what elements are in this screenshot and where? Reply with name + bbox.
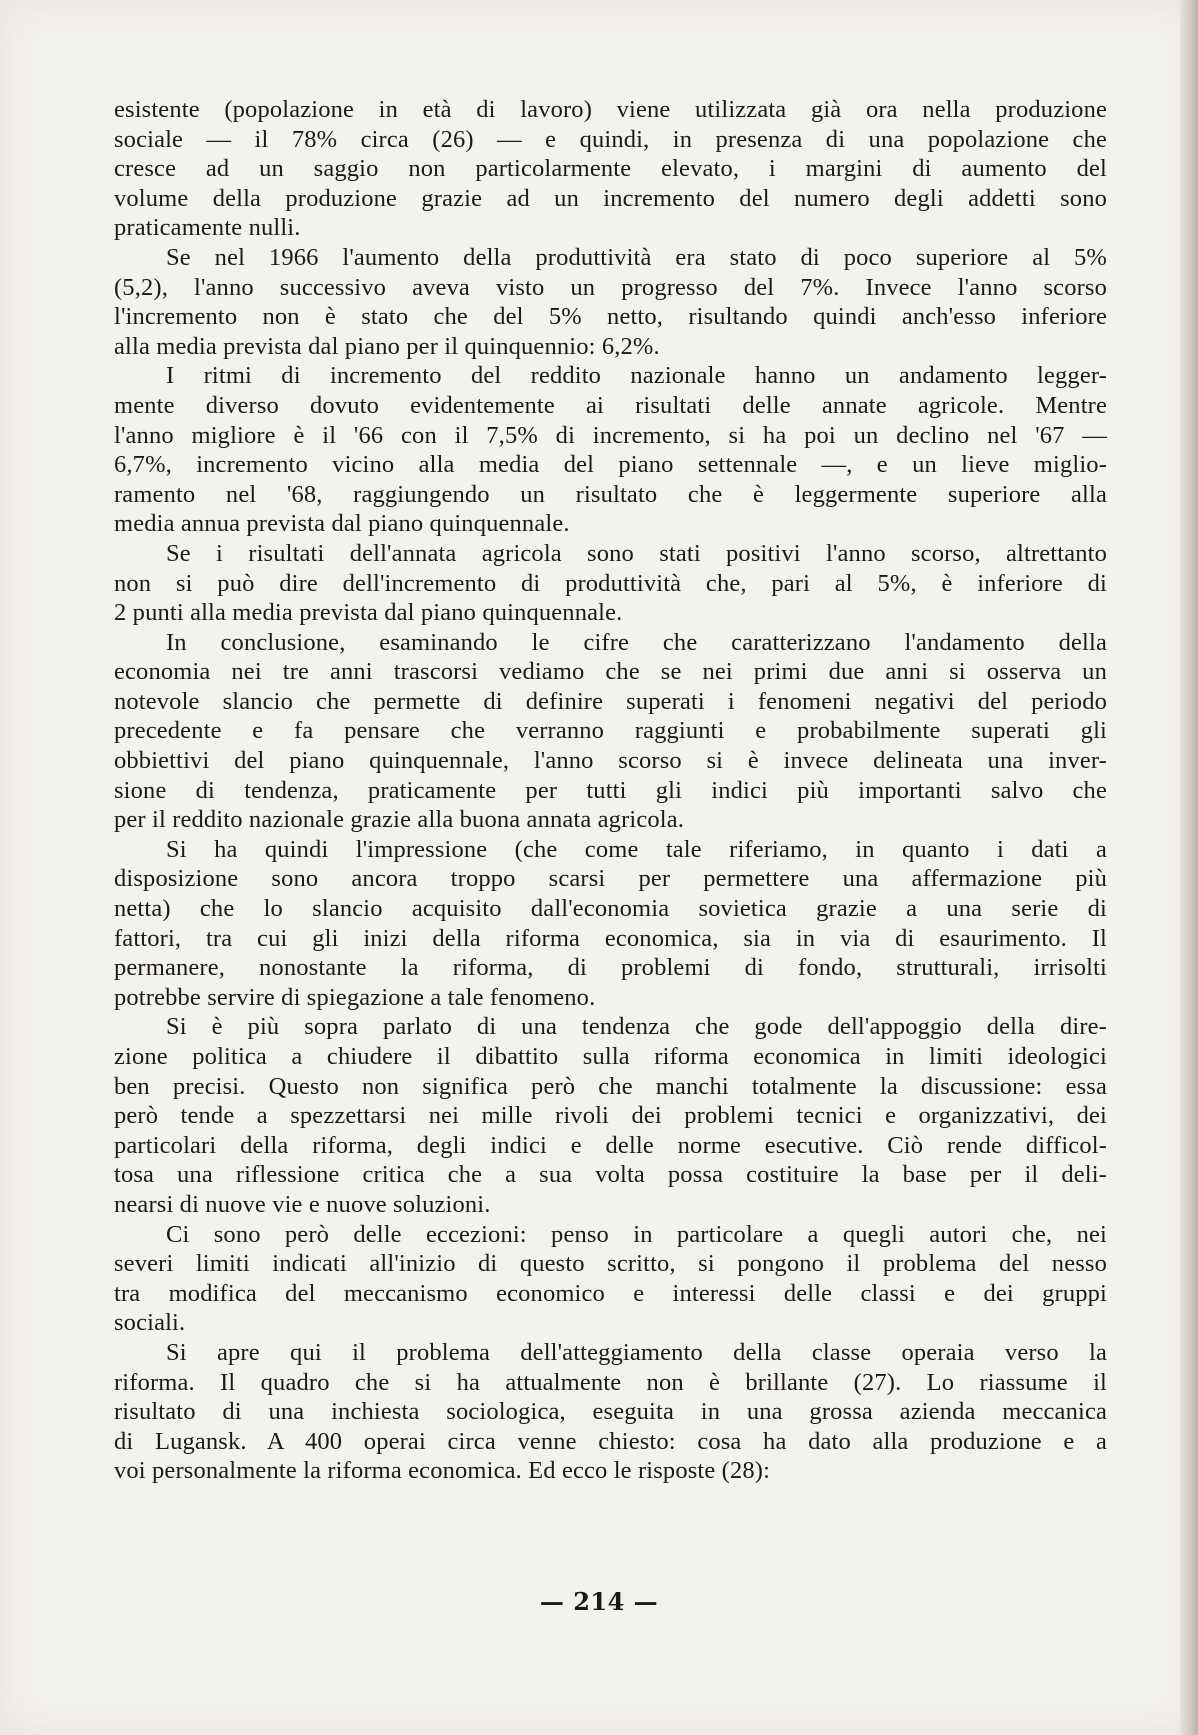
body-text xyxy=(114,95,1107,1486)
text-line: Se nel 1966 l'aumento della produttività era stato di poco superiore al 5% xyxy=(166,243,1107,271)
page-number: — 214 — xyxy=(539,1587,659,1616)
text-line: (5,2), l'anno successivo aveva visto un progresso del 7%. Invece l'anno scorso xyxy=(114,273,1107,301)
text-line: disposizione sono ancora troppo scarsi per permettere una affermazione più xyxy=(114,865,1107,893)
text-line: sione di tendenza, praticamente per tutti gli indici più importanti salvo che xyxy=(114,776,1107,804)
text-line: praticamente nulli. xyxy=(114,214,301,242)
paragraph-6 xyxy=(114,835,1107,1013)
text-line: volume della produzione grazie ad un incremento del numero degli addetti sono xyxy=(114,184,1107,212)
text-line: l'incremento non è stato che del 5% netto, risultando quindi anch'esso inferiore xyxy=(114,303,1107,331)
text-line: ramento nel '68, raggiungendo un risultato che è leggermente superiore alla xyxy=(114,480,1107,508)
text-line: particolari della riforma, degli indici e delle norme esecutive. Ciò rende difficol- xyxy=(114,1131,1107,1159)
text-line: esistente (popolazione in età di lavoro) viene utilizzata già ora nella produzione xyxy=(114,96,1107,123)
text-line: obbiettivi del piano quinquennale, l'anno scorso si è invece delineata una inver- xyxy=(114,747,1107,775)
paragraph-1 xyxy=(114,95,1107,243)
text-line: ben precisi. Questo non significa però che manchi totalmente la discussione: essa xyxy=(114,1072,1107,1100)
paragraph-9 xyxy=(114,1338,1107,1486)
text-line: però tende a spezzettarsi nei mille rivoli dei problemi tecnici e organizzativi, dei xyxy=(114,1102,1107,1130)
text-line: l'anno migliore è il '66 con il 7,5% di incremento, si ha poi un declino nel '67 — xyxy=(114,421,1107,449)
paragraph-8 xyxy=(114,1220,1107,1338)
text-line: potrebbe servire di spiegazione a tale fenomeno. xyxy=(114,983,596,1011)
text-line: voi personalmente la riforma economica. Ed ecco le risposte (28): xyxy=(114,1457,771,1485)
paragraph-2 xyxy=(114,243,1107,361)
text-line: di Lugansk. A 400 operai circa venne chiesto: cosa ha dato alla produzione e a xyxy=(114,1427,1107,1455)
text-line: nearsi di nuove vie e nuove soluzioni. xyxy=(114,1190,491,1218)
paragraph-4 xyxy=(114,539,1107,628)
paragraph-3 xyxy=(114,361,1107,539)
text-line: tosa una riflessione critica che a sua volta possa costituire la base per il deli- xyxy=(114,1161,1107,1189)
text-line: alla media prevista dal piano per il quinquennio: 6,2%. xyxy=(114,332,660,360)
paragraph-7 xyxy=(114,1012,1107,1219)
text-line: severi limiti indicati all'inizio di questo scritto, si pongono il problema del nesso xyxy=(114,1250,1107,1278)
text-line: non si può dire dell'incremento di produttività che, pari al 5%, è inferiore di xyxy=(114,569,1107,597)
text-line: mente diverso dovuto evidentemente ai risultati delle annate agricole. Mentre xyxy=(114,391,1107,419)
text-line: sociali. xyxy=(114,1309,186,1337)
text-line: notevole slancio che permette di definire superati i fenomeni negativi del periodo xyxy=(114,687,1107,715)
text-line: In conclusione, esaminando le cifre che caratterizzano l'andamento della xyxy=(166,628,1107,656)
text-line: 2 punti alla media prevista dal piano quinquennale. xyxy=(114,599,623,627)
text-line: 6,7%, incremento vicino alla media del piano settennale —, e un lieve miglio- xyxy=(114,451,1107,479)
text-line: Si ha quindi l'impressione (che come tale riferiamo, in quanto i dati a xyxy=(166,835,1107,863)
text-line: sociale — il 78% circa (26) — e quindi, in presenza di una popolazione che xyxy=(114,125,1107,153)
text-line: netta) che lo slancio acquisito dall'economia sovietica grazie a una serie di xyxy=(114,895,1107,923)
text-line: risultato di una inchiesta sociologica, eseguita in una grossa azienda meccanica xyxy=(114,1398,1107,1426)
text-line: per il reddito nazionale grazie alla buona annata agricola. xyxy=(114,806,685,834)
text-line: Ci sono però delle eccezioni: penso in particolare a quegli autori che, nei xyxy=(166,1220,1107,1248)
text-line: media annua prevista dal piano quinquennale. xyxy=(114,510,570,538)
text-line: tra modifica del meccanismo economico e interessi delle classi e dei gruppi xyxy=(114,1279,1107,1307)
text-line: riforma. Il quadro che si ha attualmente non è brillante (27). Lo riassume il xyxy=(114,1368,1107,1396)
text-line: Se i risultati dell'annata agricola sono stati positivi l'anno scorso, altrettanto xyxy=(166,539,1107,567)
text-line: zione politica a chiudere il dibattito sulla riforma economica in limiti ideologici xyxy=(114,1043,1107,1070)
text-line: economia nei tre anni trascorsi vediamo che se nei primi due anni si osserva un xyxy=(114,658,1107,686)
text-line: precedente e fa pensare che verranno raggiunti e probabilmente superati gli xyxy=(114,717,1107,745)
text-line: cresce ad un saggio non particolarmente elevato, i margini di aumento del xyxy=(114,155,1107,183)
text-line: Si è più sopra parlato di una tendenza che gode dell'appoggio della dire- xyxy=(166,1013,1107,1041)
text-line: Si apre qui il problema dell'atteggiamento della classe operaia verso la xyxy=(166,1338,1107,1366)
text-line: I ritmi di incremento del reddito nazionale hanno un andamento legger- xyxy=(166,362,1107,390)
page-edge-shadow xyxy=(1180,0,1198,1735)
paragraph-5 xyxy=(114,628,1107,835)
text-line: fattori, tra cui gli inizi della riforma economica, sia in via di esaurimento. Il xyxy=(114,924,1107,952)
text-line: permanere, nonostante la riforma, di problemi di fondo, strutturali, irrisolti xyxy=(114,954,1107,982)
